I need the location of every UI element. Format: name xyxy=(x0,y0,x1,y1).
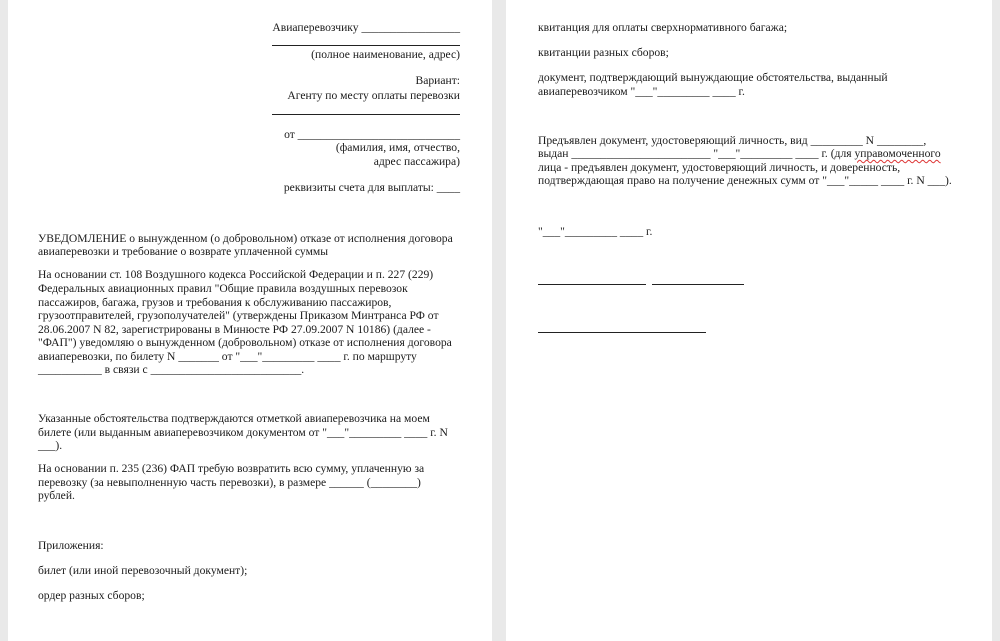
agent-line: Агенту по месту оплаты перевозки xyxy=(287,89,460,102)
para3-line-2: перевозку (за невыполненную часть перевозки), в размере ______ (________) xyxy=(38,476,421,489)
document-line-1: документ, подтверждающий вынуждающие обстоятельства, выданный xyxy=(538,71,888,84)
para3-line-1: На основании п. 235 (236) ФАП требую возвратить всю сумму, уплаченную за xyxy=(38,462,425,475)
presented-line-4: подтверждающая право на получение денежных сумм от "___"_____ ____ г. N ___). xyxy=(538,174,952,187)
carrier-line: Авиаперевозчику _________________ xyxy=(272,21,460,34)
para2-line-3: ___). xyxy=(38,439,63,452)
attachment-item: квитанции разных сборов; xyxy=(538,46,669,59)
presented-line-1: Предъявлен документ, удостоверяющий личность, вид _________ N ________, xyxy=(538,134,927,147)
para1-line-5: 28.06.2007 N 82, зарегистрированы в Минюсте РФ 27.09.2007 N 10186) (далее - xyxy=(38,323,431,336)
carrier-hint: (полное наименование, адрес) xyxy=(311,48,460,61)
para1-line-1: На основании ст. 108 Воздушного кодекса Российской Федерации и п. 227 (229) xyxy=(38,268,434,281)
presented-line-3: лица - предъявлен документ, удостоверяющий личность, и доверенность, xyxy=(538,161,901,174)
variant-label: Вариант: xyxy=(415,74,460,87)
document-title-1: УВЕДОМЛЕНИЕ о вынужденном (о добровольном) отказе от исполнения договора xyxy=(38,232,453,245)
para3-line-3: рублей. xyxy=(38,489,75,502)
carrier-address-line xyxy=(272,45,460,46)
para2-line-1: Указанные обстоятельства подтверждаются отметкой авиаперевозчика на моем xyxy=(38,412,430,425)
para1-line-2: Федеральных авиационных правил "Общие правила воздушных перевозок xyxy=(38,282,408,295)
para1-line-8: ___________ в связи с __________________________. xyxy=(38,363,305,376)
para1-line-4: грузоотправителей, грузополучателей" (утверждены Приказом Минтранса РФ от xyxy=(38,309,439,322)
attachments-title: Приложения: xyxy=(38,539,104,552)
document-line-2: авиаперевозчиком "___"_________ ____ г. xyxy=(538,85,745,98)
from-hint-1: (фамилия, имя, отчество, xyxy=(335,141,460,154)
para1-line-7: авиаперевозки, по билету N _______ от "___"_________ ____ г. по маршруту xyxy=(38,350,417,363)
agent-address-line xyxy=(272,114,460,115)
presented-line-2 xyxy=(538,146,941,161)
attachment-item: квитанция для оплаты сверхнормативного багажа; xyxy=(538,21,788,34)
document-title-2: авиаперевозки и требование о возврате уплаченной суммы xyxy=(38,245,329,258)
date-line: "___"_________ ____ г. xyxy=(538,225,653,238)
from-hint-2: адрес пассажира) xyxy=(373,155,460,168)
attachment-item: билет (или иной перевозочный документ); xyxy=(38,564,248,577)
bottom-line xyxy=(538,332,706,333)
requisites-line: реквизиты счета для выплаты: ____ xyxy=(283,181,460,194)
para1-line-3: пассажиров, багажа, грузов и требования к обслуживанию пассажиров, xyxy=(38,296,392,309)
para1-line-6: "ФАП") уведомляю о вынужденном (добровольном) отказе от исполнения договора xyxy=(38,336,452,349)
attachment-item: ордер разных сборов; xyxy=(38,589,145,602)
presented-line-2-text: выдан ________________________ "___"_________ ____ г. (для xyxy=(538,147,855,160)
from-line: от ____________________________ xyxy=(284,128,460,141)
spellcheck-word: управомоченного xyxy=(854,147,941,160)
name-line xyxy=(652,284,744,285)
document-page-left xyxy=(8,0,492,641)
document-page-right xyxy=(506,0,992,641)
signature-line xyxy=(538,284,646,285)
para2-line-2: билете (или выданным авиаперевозчиком документом от "___"_________ ____ г. N xyxy=(38,426,448,439)
